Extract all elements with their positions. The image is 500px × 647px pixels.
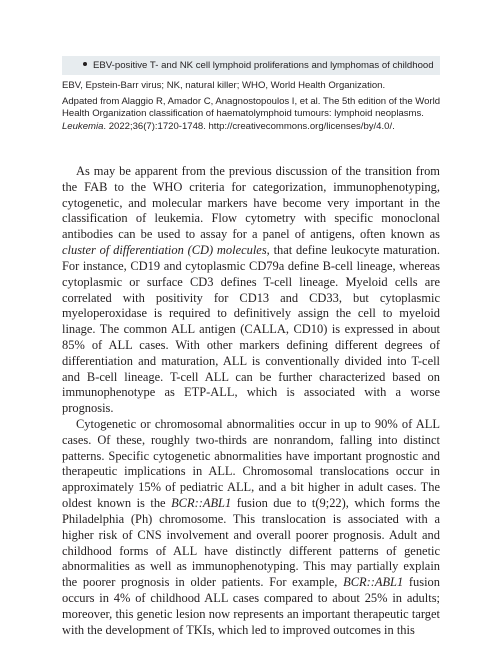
paragraph-text: fusion occurs in 4% of childhood ALL cases compared to about 25% in adults; moreover, this genetic lesion now represents an important therapeutic target with the development of TKIs, which led to improved outcomes in this <box>62 575 440 637</box>
paragraph-immunophenotyping <box>62 164 440 417</box>
table-row-text: EBV-positive T- and NK cell lymphoid proliferations and lymphomas of childhood <box>93 60 434 71</box>
paragraph-text: As may be apparent from the previous discussion of the transition from the FAB to the WHO criteria for categorization, immunophenotyping, cytogenetic, and molecular markers have become very important in the classification of leukemia. Flow cytometry with specific monoclonal antibodies can be used to assay for a panel of antigens, often known as <box>62 164 440 242</box>
paragraph-text: , that define leukocyte maturation. For instance, CD19 and cytoplasmic CD79a define B-cell lineage, whereas cytoplasmic or surface CD3 defines T-cell lineage. Myeloid cells are correlated with positivity for CD13 and CD33, but cytoplasmic myeloperoxidase is required to definitively assign the cell to myeloid linage. The common ALL antigen (CALLA, CD10) is expressed in about 85% of ALL cases. With other markers defining different degrees of differentiation and maturation, ALL is conventionally divided into T-cell and B-cell lineage. T-cell ALL can be further characterized based on immunophenotype as ETP-ALL, which is associated with a worse prognosis. <box>62 243 440 416</box>
gene-name: BCR::ABL1 <box>171 496 232 511</box>
source-citation <box>62 121 442 134</box>
paragraph-text: fusion due to t(9;22), which forms the Philadelphia (Ph) chromosome. This translocation is associated with a higher risk of CNS involvement and overall poorer prognosis. Adult and childhood forms of ALL have distinctly different patterns of genetic abnormalities as well as immunophenotyping. This may partially explain the poorer prognosis in older patients. For example, <box>62 496 441 590</box>
body-text <box>62 164 440 638</box>
paragraph-cytogenetics <box>62 417 440 638</box>
journal-name: Leukemia <box>62 120 104 132</box>
paragraph-text: Cytogenetic or chromosomal abnormalities occur in up to 90% of ALL cases. Of these, roughly two-thirds are nonrandom, falling into distinct patterns. Specific cytogenetic abnormalities have important prognostic and therapeutic implications in ALL. Chromosomal translocations occur in approximately 15% of pediatric ALL, and a bit higher in adult cases. The oldest known is the <box>62 417 440 511</box>
source-note-line-1: Adpated from Alaggio R, Amador C, Anagnostopoulos I, et al. The 5th edition of the World <box>62 95 441 107</box>
abbreviations-note: EBV, Epstein-Barr virus; NK, natural killer; WHO, World Health Organization. <box>62 80 386 91</box>
italic-term: cluster of differentiation (CD) molecules <box>62 243 267 258</box>
gene-name: BCR::ABL1 <box>343 575 404 590</box>
bullet-icon <box>83 62 87 66</box>
table-footnote <box>62 80 442 133</box>
table-last-row <box>62 56 440 75</box>
source-note-line-2: Health Organization classification of haematolymphoid tumours: lymphoid neoplasms. <box>62 108 424 120</box>
citation-details: . 2022;36(7):1720-1748. http://creativecommons.org/licenses/by/4.0/. <box>103 120 395 132</box>
